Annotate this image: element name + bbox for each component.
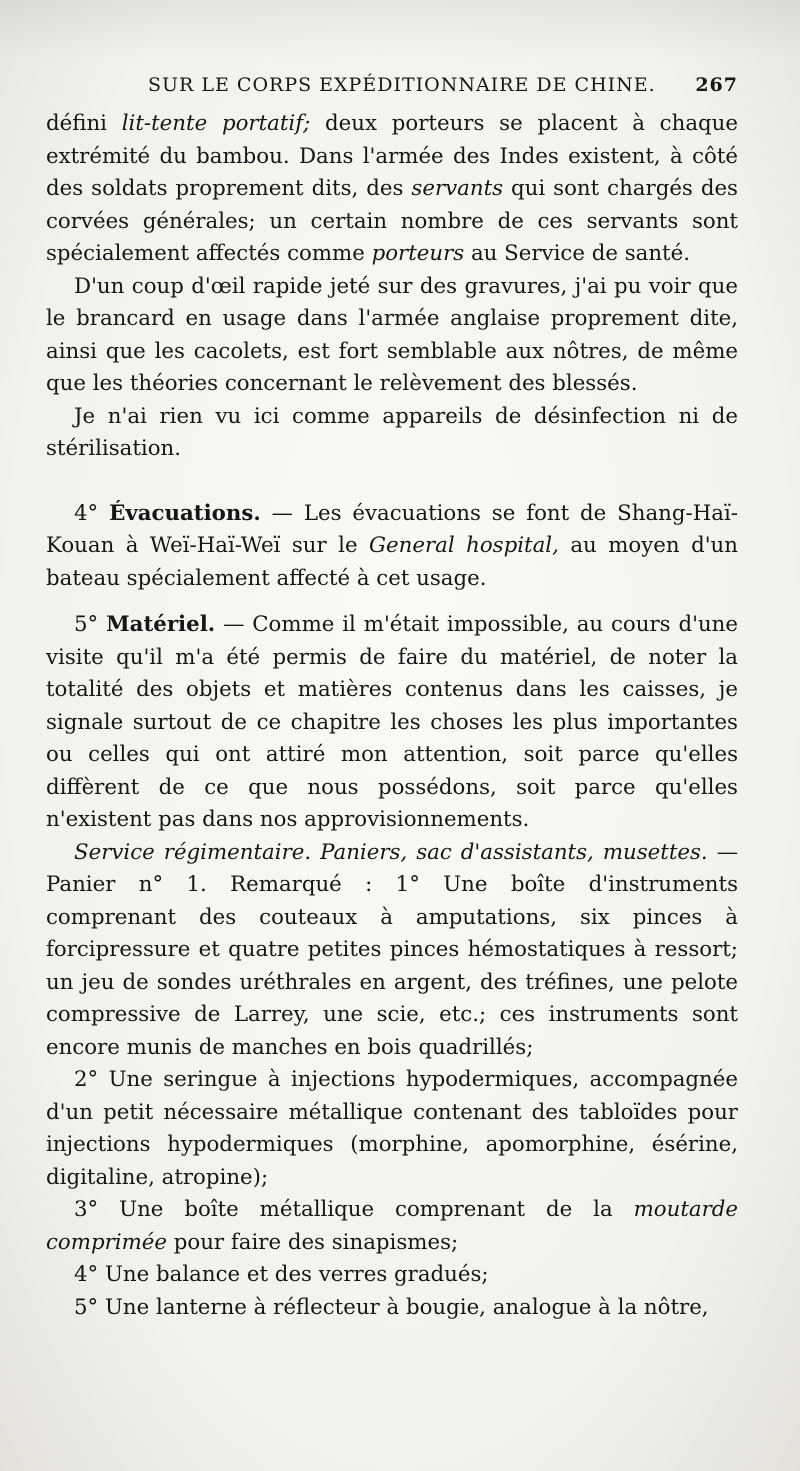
paragraph-3: Je n'ai rien vu ici comme appareils de désinfection ni de stérilisation. [46,403,738,461]
scan-shadow [0,0,800,60]
text: qui sont chargés des corvées générales; un certain nombre de ces servants sont spécialement affectés comme [46,176,738,266]
paragraph-service-regimentaire [46,837,738,1065]
section-heading: Évacuations. [109,500,261,526]
text: — Les évacuations se font de Shang-Haï-Kouan à Weï-Haï-Weï sur le [46,500,738,558]
text: — Panier n° 1. Remarqué : 1° Une boîte d'instruments comprenant des couteaux à amputations, six pinces à forcipressure et quatre petites pinces hémostatiques à ressort; un jeu de sondes uréthrales en argent, des tréfines, une pelote compressive de Larrey, une scie, etc.; ces instruments sont encore munis de manches en bois quadrillés; [46,839,738,1060]
text: au Service de santé. [464,241,690,266]
item-text: Une seringue à injections hypodermiques, accompagnée d'un petit nécessaire métallique contenant des tabloïdes pour injections hypodermiques (morphine, apomorphine, ésérine, digitaline, atropine); [46,1067,738,1190]
section-materiel [46,609,738,837]
paragraph-2: D'un coup d'œil rapide jeté sur des gravures, j'ai pu voir que le brancard en usage dans l'armée anglaise proprement dite, ainsi que les cacolets, est fort semblable aux nôtres, de même que les théories concernant le relèvement des blessés. [46,273,738,396]
item-number: 5° [74,1294,99,1320]
text: défini [46,111,122,136]
text: — Comme il m'était impossible, au cours d'une visite qu'il m'a été permis de faire du matériel, de noter la totalité des objets et matières contenus dans les caisses, je signale surtout de ce chapitre les choses les plus importantes ou celles qui ont attiré mon attention, soit parce qu'elles diffèrent de ce que nous possédons, soit parce qu'elles n'existent pas dans nos approvisionnements. [46,612,738,832]
section-heading: Matériel. [106,612,216,637]
item-text: pour faire des sinapismes; [166,1229,459,1255]
list-item [46,1194,738,1259]
item-text: Une balance et des verres gradués; [104,1262,489,1287]
list-item [46,1292,738,1325]
item-number: 2° [74,1067,99,1092]
italic-term: moutarde comprimée [46,1197,738,1255]
item-text: Une boîte métallique comprenant de la [119,1197,634,1222]
text: deux porteurs se placent à chaque extrémité du bambou. Dans l'armée des Indes existent, à côté des soldats proprement dits, des [46,111,738,201]
running-title: SUR LE CORPS EXPÉDITIONNAIRE DE CHINE. [148,74,656,96]
italic-term: General hospital, [369,533,559,558]
section-evacuations [46,498,738,596]
item-text: Une lanterne à réflecteur à bougie, analogue à la nôtre, [104,1294,709,1320]
list-item [46,1064,738,1194]
italic-subheading: Service régimentaire. Paniers, sac d'assistants, musettes. [74,839,708,865]
text: au moyen d'un bateau spécialement affecté à cet usage. [46,533,738,591]
italic-term: servants [411,176,504,201]
item-number: 4° [74,1262,99,1287]
page-number: 267 [695,74,738,96]
italic-term: lit-tente portatif; [121,111,311,136]
paragraph-1 [46,108,738,271]
page-header [148,74,738,104]
section-number: 4° [74,500,99,526]
item-number: 3° [74,1197,99,1222]
list-item [46,1259,738,1292]
italic-term: porteurs [371,241,465,266]
section-number: 5° [74,612,99,637]
page-body [46,108,738,1324]
